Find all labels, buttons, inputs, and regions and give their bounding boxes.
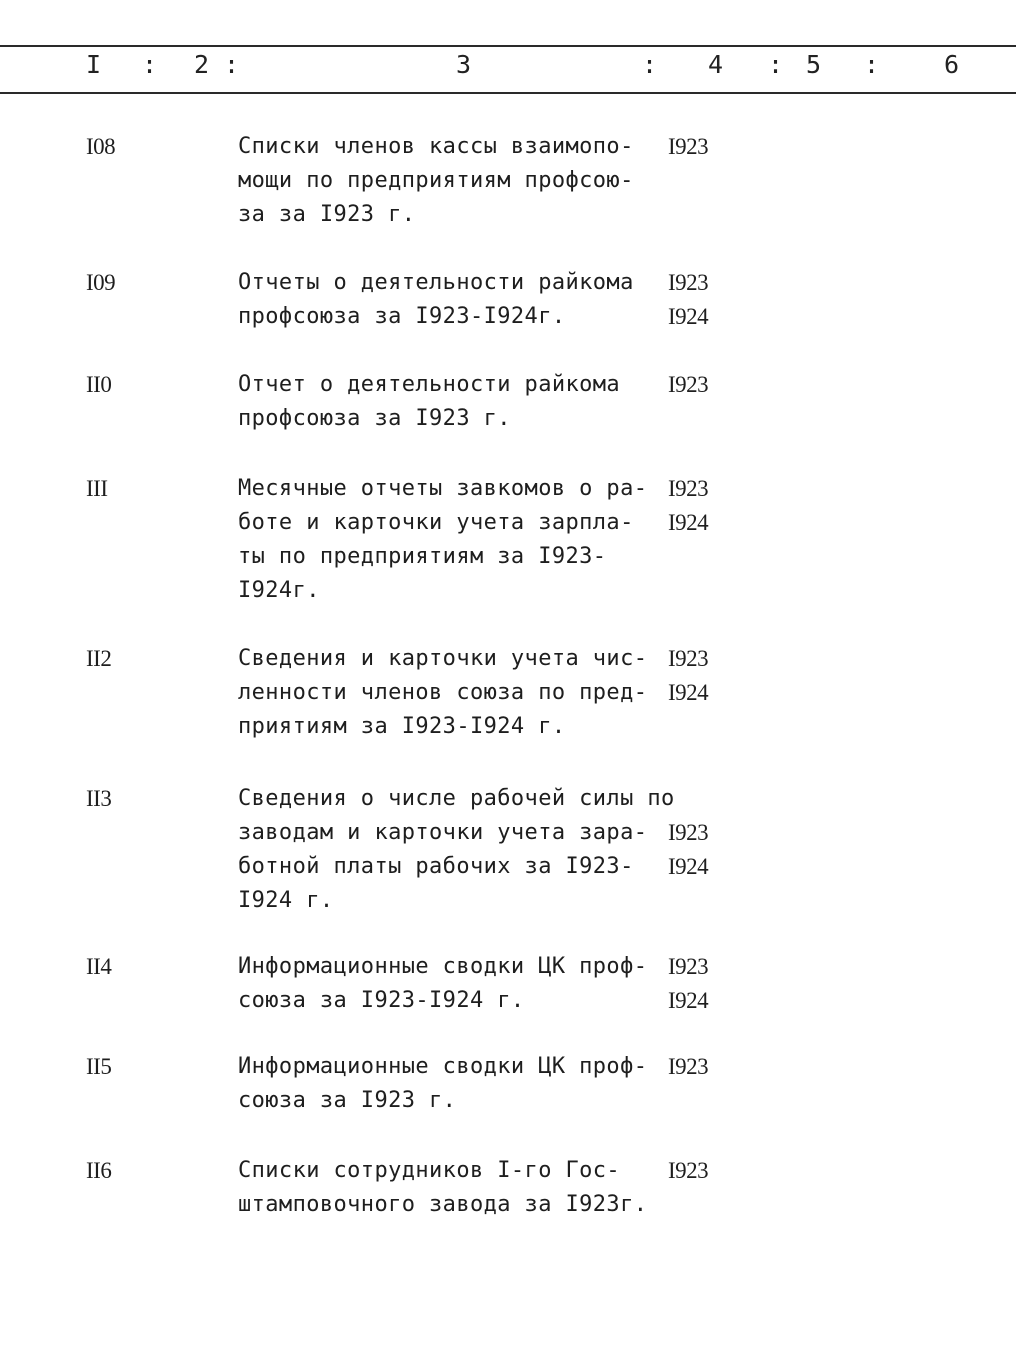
entry-dates bbox=[668, 472, 708, 540]
entry-description bbox=[238, 130, 668, 232]
column-separator: : bbox=[142, 50, 158, 79]
description-line: Отчет о деятельности райкома bbox=[238, 372, 621, 397]
entry-description bbox=[238, 472, 668, 608]
description-line: профсоюза за I923 г. bbox=[238, 406, 511, 431]
entry-number: II5 bbox=[86, 1054, 112, 1079]
entry-year: I923 bbox=[668, 1054, 709, 1079]
entry-year: I923 bbox=[668, 372, 709, 397]
entry-dates bbox=[668, 368, 708, 402]
description-line: Списки членов кассы взаимопо- bbox=[238, 134, 634, 159]
entry-year: I923 bbox=[668, 1158, 709, 1183]
entry-dates bbox=[668, 1050, 708, 1084]
description-line: штамповочного завода за I923г. bbox=[238, 1192, 648, 1217]
description-line: приятиям за I923-I924 г. bbox=[238, 714, 566, 739]
entry-year: I924 bbox=[668, 304, 709, 329]
entry-dates bbox=[668, 130, 708, 164]
entry-year: I923 bbox=[668, 646, 709, 671]
description-line: I924г. bbox=[238, 578, 320, 603]
entry-year: I923 bbox=[668, 954, 709, 979]
column-separator: : bbox=[224, 50, 240, 79]
description-line: профсоюза за I923-I924г. bbox=[238, 304, 566, 329]
column-header-2: 2 bbox=[194, 50, 210, 79]
description-line: за за I923 г. bbox=[238, 202, 416, 227]
entry-number: II6 bbox=[86, 1158, 112, 1183]
header-top-rule bbox=[0, 45, 1016, 47]
entry-year: I924 bbox=[668, 854, 709, 879]
description-line: союза за I923-I924 г. bbox=[238, 988, 525, 1013]
column-separator: : bbox=[864, 50, 880, 79]
entry-description bbox=[238, 1050, 668, 1118]
entry-description bbox=[238, 266, 668, 334]
header-bottom-rule bbox=[0, 92, 1016, 94]
entry-description bbox=[238, 1154, 668, 1222]
entry-year: I923 bbox=[668, 270, 709, 295]
entry-description bbox=[238, 950, 668, 1018]
description-line: Списки сотрудников I-го Гос- bbox=[238, 1158, 621, 1183]
entry-number: II3 bbox=[86, 786, 112, 811]
entry-description bbox=[238, 642, 668, 744]
column-header-4: 4 bbox=[708, 50, 724, 79]
description-line: ты по предприятиям за I923- bbox=[238, 544, 607, 569]
entry-dates bbox=[668, 266, 708, 334]
entry-dates bbox=[668, 1154, 708, 1188]
entry-number: I08 bbox=[86, 134, 116, 159]
description-line: мощи по предприятиям профсою- bbox=[238, 168, 634, 193]
entry-number: II0 bbox=[86, 372, 112, 397]
column-header-1: I bbox=[86, 50, 102, 79]
description-line: Сведения и карточки учета чис- bbox=[238, 646, 648, 671]
entry-description bbox=[238, 368, 668, 436]
entry-dates bbox=[668, 642, 708, 710]
description-line: Информационные сводки ЦК проф- bbox=[238, 954, 648, 979]
entry-description bbox=[238, 782, 675, 918]
entry-dates bbox=[668, 950, 708, 1018]
description-line: I924 г. bbox=[238, 888, 334, 913]
entry-year: I923 bbox=[668, 134, 709, 159]
entry-number: I09 bbox=[86, 270, 116, 295]
column-separator: : bbox=[642, 50, 658, 79]
column-header-5: 5 bbox=[806, 50, 822, 79]
entry-year: I924 bbox=[668, 988, 709, 1013]
description-line: союза за I923 г. bbox=[238, 1088, 457, 1113]
column-separator: : bbox=[768, 50, 784, 79]
description-line: боте и карточки учета зарпла- bbox=[238, 510, 634, 535]
entry-year: I924 bbox=[668, 680, 709, 705]
entry-number: III bbox=[86, 476, 108, 501]
entry-year: I924 bbox=[668, 510, 709, 535]
description-line: Отчеты о деятельности райкома bbox=[238, 270, 634, 295]
description-line: заводам и карточки учета зара- bbox=[238, 820, 648, 845]
description-line: Сведения о числе рабочей силы по bbox=[238, 786, 675, 811]
description-line: Месячные отчеты завкомов о ра- bbox=[238, 476, 648, 501]
description-line: Информационные сводки ЦК проф- bbox=[238, 1054, 648, 1079]
entry-dates bbox=[668, 782, 708, 884]
entry-number: II4 bbox=[86, 954, 112, 979]
entry-year: I923 bbox=[668, 476, 709, 501]
column-header-6: 6 bbox=[944, 50, 960, 79]
entry-year: I923 bbox=[668, 820, 709, 845]
column-header-3: 3 bbox=[456, 50, 472, 79]
entry-number: II2 bbox=[86, 646, 112, 671]
description-line: ленности членов союза по пред- bbox=[238, 680, 648, 705]
description-line: ботной платы рабочих за I923- bbox=[238, 854, 634, 879]
